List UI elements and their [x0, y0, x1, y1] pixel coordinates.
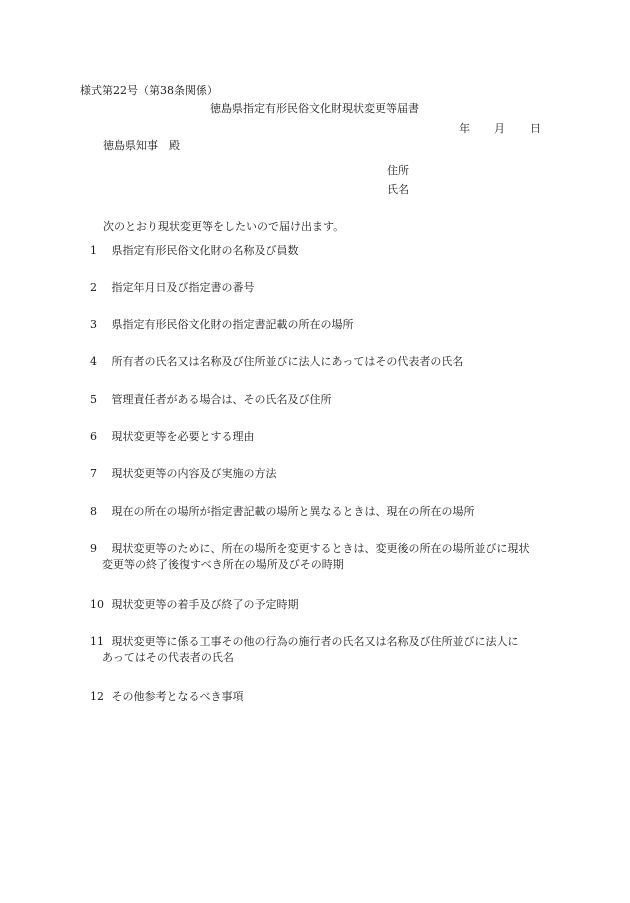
item-number: 3	[90, 318, 97, 331]
item-number: 12	[90, 690, 104, 703]
item-number: 2	[90, 281, 97, 294]
date-month-label: 月	[494, 122, 505, 135]
list-item	[90, 504, 570, 520]
list-item	[90, 317, 570, 333]
address-label: 住所	[387, 164, 409, 177]
item-number: 6	[90, 430, 97, 443]
list-item	[90, 597, 570, 613]
document-title: 徳島県指定有形民俗文化財現状変更等届書	[210, 102, 419, 115]
item-text: 指定年月日及び指定書の番号	[111, 281, 255, 294]
item-text: 現状変更等の内容及び実施の方法	[111, 467, 277, 480]
item-number: 11	[90, 635, 104, 648]
list-item	[90, 280, 570, 296]
addressee: 徳島県知事 殿	[103, 139, 180, 152]
item-number: 1	[90, 244, 97, 257]
item-text-continuation: あってはその代表者の氏名	[102, 651, 234, 664]
item-text: 現状変更等に係る工事その他の行為の施行者の氏名又は名称及び住所並びに法人に	[111, 635, 519, 648]
name-label: 氏名	[387, 183, 409, 196]
item-number: 5	[90, 393, 97, 406]
list-item	[90, 466, 570, 482]
list-item	[90, 354, 570, 370]
item-text: 現状変更等のために、所在の場所を変更するときは、変更後の所在の場所並びに現状	[111, 542, 530, 555]
item-number: 10	[90, 598, 104, 611]
list-item	[90, 392, 570, 408]
item-text: 県指定有形民俗文化財の名称及び員数	[111, 244, 299, 257]
item-text: 管理責任者がある場合は、その氏名及び住所	[111, 393, 332, 406]
item-text: その他参考となるべき事項	[111, 690, 244, 703]
intro-text: 次のとおり現状変更等をしたいので届け出ます。	[103, 220, 345, 233]
item-number: 7	[90, 467, 97, 480]
list-item	[90, 429, 570, 445]
date-day-label: 日	[530, 122, 541, 135]
item-text-continuation: 変更等の終了後復すべき所在の場所及びその時期	[102, 558, 344, 571]
item-text: 現状変更等の着手及び終了の予定時期	[111, 598, 299, 611]
list-item	[90, 689, 570, 705]
item-number: 8	[90, 505, 97, 518]
item-text: 県指定有形民俗文化財の指定書記載の所在の場所	[111, 318, 354, 331]
item-number: 9	[90, 542, 97, 555]
date-year-label: 年	[459, 122, 470, 135]
form-number: 様式第22号（第38条関係）	[80, 84, 218, 97]
list-item	[90, 634, 570, 666]
list-item	[90, 243, 570, 259]
item-text: 現在の所在の場所が指定書記載の場所と異なるときは、現在の所在の場所	[111, 505, 475, 518]
item-text: 所有者の氏名又は名称及び住所並びに法人にあってはその代表者の氏名	[111, 355, 464, 368]
item-text: 現状変更等を必要とする理由	[111, 430, 255, 443]
item-number: 4	[90, 355, 97, 368]
list-item	[90, 541, 570, 573]
